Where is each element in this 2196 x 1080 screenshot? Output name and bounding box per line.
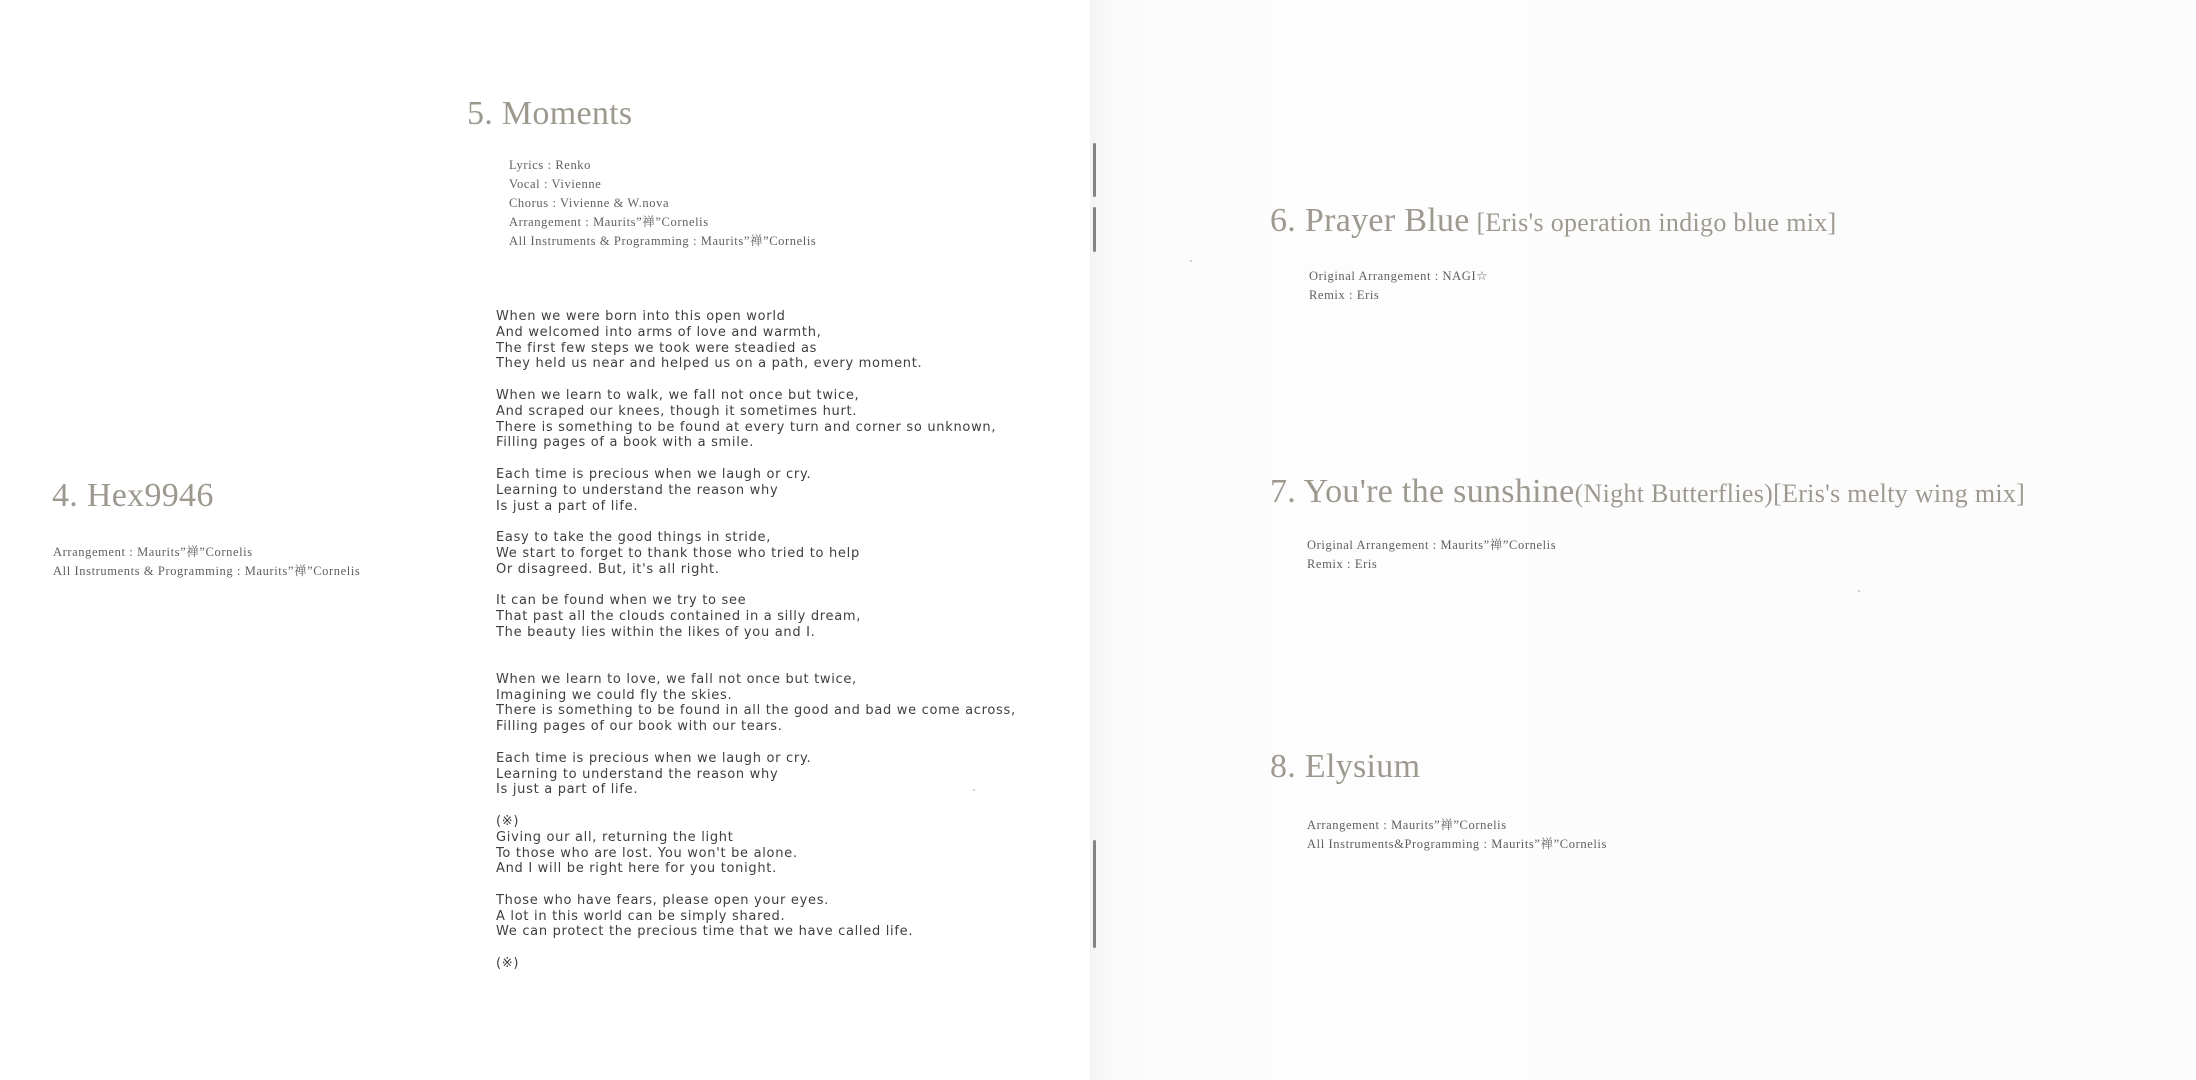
lyric-line: And scraped our knees, though it sometimes hurt.	[496, 403, 858, 419]
track-7-credits	[1307, 536, 1556, 574]
lyric-line: Those who have fears, please open your eyes.	[496, 892, 830, 908]
credit-line: Arrangement : Maurits”禅”Cornelis	[509, 215, 709, 229]
lyric-stanza	[496, 956, 1016, 972]
track-7-subtitle: (Night Butterflies)[Eris's melty wing mix]	[1574, 479, 2026, 508]
lyric-stanza	[496, 893, 1016, 940]
lyric-line: When we learn to love, we fall not once but twice,	[496, 671, 857, 687]
credit-line: Arrangement : Maurits”禅”Cornelis	[53, 545, 253, 559]
lyric-stanza	[496, 530, 1016, 577]
credit-line: All Instruments & Programming : Maurits”禅”Cornelis	[509, 234, 817, 248]
lyric-line: That past all the clouds contained in a silly dream,	[496, 609, 862, 625]
lyric-line: To those who are lost. You won't be alone.	[496, 845, 798, 861]
track-5-lyrics	[496, 309, 1016, 988]
lyric-stanza	[496, 751, 1016, 798]
credit-line: Original Arrangement : Maurits”禅”Cornelis	[1307, 538, 1557, 552]
lyric-stanza	[496, 672, 1016, 735]
lyric-line: Easy to take the good things in stride,	[496, 530, 772, 546]
credit-line: Chorus : Vivienne & W.nova	[509, 196, 670, 210]
lyric-line: When we were born into this open world	[496, 309, 786, 324]
print-speck	[1190, 260, 1192, 262]
track-7-title-main: 7. You're the sunshine	[1270, 473, 1575, 510]
track-6-title	[1270, 204, 1837, 238]
right-page-shade	[1090, 0, 2196, 1080]
lyric-stanza	[496, 309, 1016, 372]
print-speck	[1858, 590, 1860, 592]
track-4-title: 4. Hex9946	[52, 477, 214, 514]
staple-mark-top-2	[1093, 207, 1096, 252]
track-6-subtitle: [Eris's operation indigo blue mix]	[1469, 208, 1837, 237]
lyric-line: Each time is precious when we laugh or cry.	[496, 466, 812, 482]
lyric-line: Is just a part of life.	[496, 498, 639, 514]
lyric-line: A lot in this world can be simply shared.	[496, 908, 786, 924]
credit-line: Original Arrangement : NAGI☆	[1309, 269, 1489, 283]
track-6-title-main: 6. Prayer Blue	[1270, 202, 1470, 239]
credit-line: Remix : Eris	[1309, 288, 1380, 302]
lyric-line: Learning to understand the reason why	[496, 482, 779, 498]
credit-line: All Instruments & Programming : Maurits”禅”Cornelis	[53, 564, 361, 578]
lyric-line: (※)	[496, 956, 520, 972]
lyric-line: We start to forget to thank those who tried to help	[496, 545, 860, 561]
lyric-line: Learning to understand the reason why	[496, 766, 779, 782]
track-6-credits	[1309, 267, 1488, 305]
staple-mark-top-1	[1093, 143, 1096, 197]
lyric-stanza	[496, 467, 1016, 514]
lyric-line: Filling pages of a book with a smile.	[496, 435, 755, 451]
lyric-stanza	[496, 593, 1016, 640]
lyric-line: And I will be right here for you tonight.	[496, 861, 777, 877]
lyric-line: (※)	[496, 813, 520, 829]
credit-line: Remix : Eris	[1307, 557, 1378, 571]
lyric-stanza	[496, 814, 1016, 877]
track-8-credits	[1307, 816, 1607, 854]
credit-line: Lyrics : Renko	[509, 158, 592, 172]
lyric-line: There is something to be found at every turn and corner so unknown,	[496, 419, 997, 435]
lyric-line: Giving our all, returning the light	[496, 829, 734, 845]
lyric-line: And welcomed into arms of love and warmth,	[496, 324, 822, 340]
track-5-title: 5. Moments	[467, 95, 633, 132]
lyric-line: When we learn to walk, we fall not once but twice,	[496, 387, 860, 403]
lyric-line: The beauty lies within the likes of you and I.	[496, 624, 816, 640]
lyric-line: Filling pages of our book with our tears.	[496, 719, 783, 735]
track-5-credits	[509, 156, 816, 251]
lyric-line: It can be found when we try to see	[496, 593, 747, 609]
lyric-line: Or disagreed. But, it's all right.	[496, 561, 720, 577]
lyric-line: There is something to be found in all the good and bad we come across,	[496, 703, 1016, 719]
lyric-line: Each time is precious when we laugh or cry.	[496, 750, 812, 766]
lyric-line: The first few steps we took were steadied as	[496, 340, 818, 356]
credit-line: Vocal : Vivienne	[509, 177, 602, 191]
track-7-title	[1270, 475, 2025, 509]
lyric-line: Imagining we could fly the skies.	[496, 687, 733, 703]
lyric-line: We can protect the precious time that we have called life.	[496, 924, 914, 940]
lyric-line: They held us near and helped us on a path, every moment.	[496, 356, 923, 372]
track-4-credits	[53, 543, 360, 581]
staple-mark-bottom	[1093, 840, 1096, 948]
lyric-line: Is just a part of life.	[496, 782, 639, 798]
credit-line: All Instruments&Programming : Maurits”禅”Cornelis	[1307, 837, 1607, 851]
lyric-stanza	[496, 388, 1016, 451]
credit-line: Arrangement : Maurits”禅”Cornelis	[1307, 818, 1507, 832]
track-8-title: 8. Elysium	[1270, 748, 1421, 785]
